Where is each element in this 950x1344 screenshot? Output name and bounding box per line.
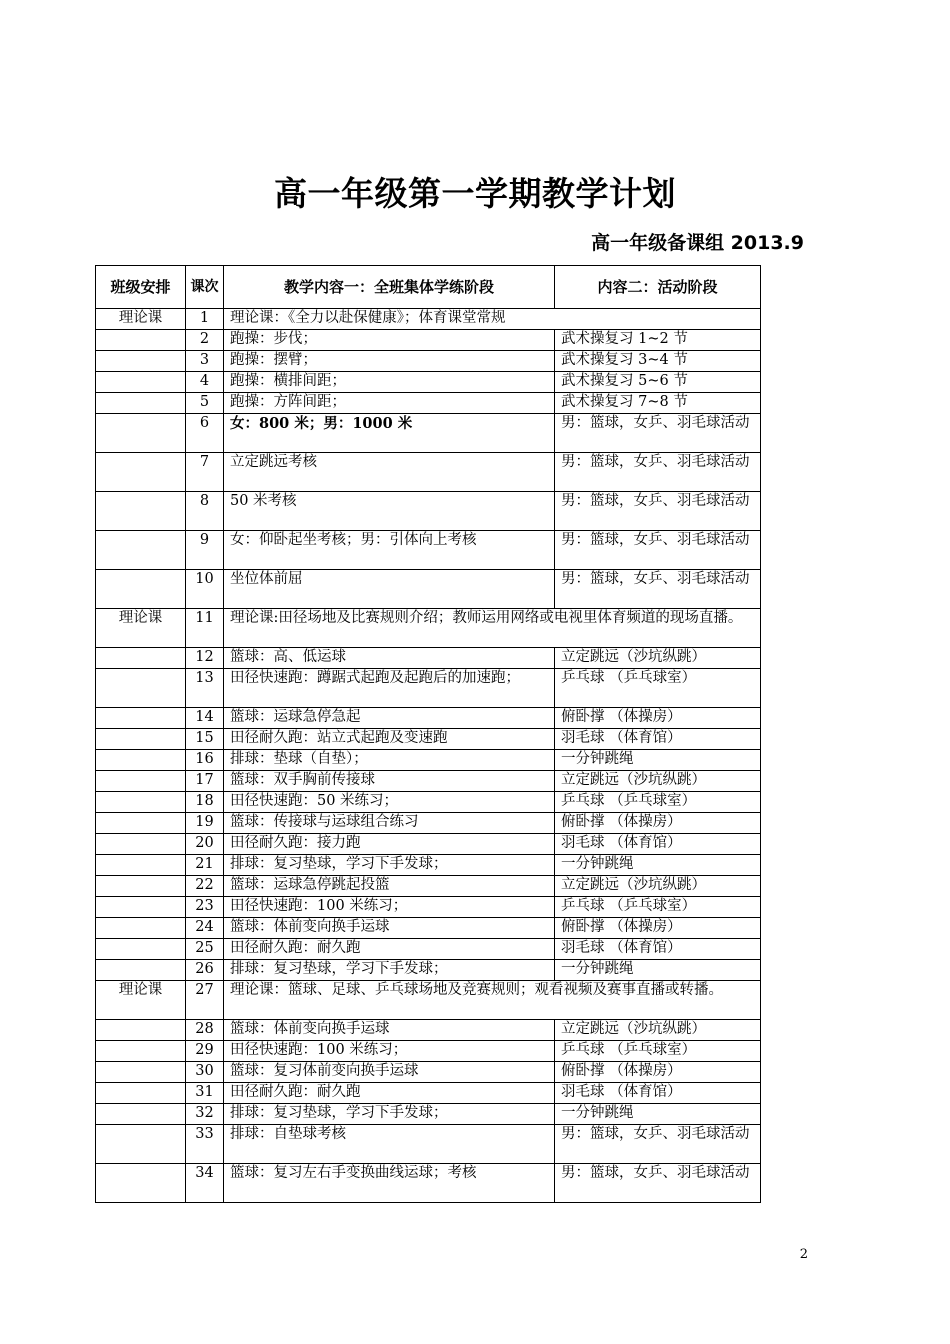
cell-class-arrangement (96, 792, 186, 813)
cell-lesson-number: 29 (186, 1041, 224, 1062)
cell-class-arrangement (96, 1083, 186, 1104)
table-row (96, 897, 761, 918)
cell-activity: 羽毛球 （体育馆） (555, 834, 761, 855)
cell-class-arrangement (96, 570, 186, 609)
table-row (96, 792, 761, 813)
cell-activity: 羽毛球 （体育馆） (555, 729, 761, 750)
cell-content: 田径快速跑：蹲踞式起跑及起跑后的加速跑； (224, 669, 555, 708)
cell-activity: 立定跳远（沙坑纵跳） (555, 771, 761, 792)
cell-activity: 乒乓球 （乒乓球室） (555, 792, 761, 813)
table-body (96, 309, 761, 1203)
cell-class-arrangement: 理论课 (96, 309, 186, 330)
cell-class-arrangement: 理论课 (96, 609, 186, 648)
header-content-one: 教学内容一：全班集体学练阶段 (224, 266, 555, 309)
cell-activity: 一分钟跳绳 (555, 960, 761, 981)
cell-class-arrangement (96, 414, 186, 453)
cell-lesson-number: 6 (186, 414, 224, 453)
table-row (96, 492, 761, 531)
cell-content: 女：800 米；男：1000 米 (224, 414, 555, 453)
table-row (96, 939, 761, 960)
cell-lesson-number: 30 (186, 1062, 224, 1083)
header-lesson-number: 课次 (186, 266, 224, 309)
cell-lesson-number: 34 (186, 1164, 224, 1203)
table-row (96, 351, 761, 372)
cell-content: 田径耐久跑：耐久跑 (224, 939, 555, 960)
table-header-row (96, 266, 761, 309)
cell-class-arrangement (96, 1020, 186, 1041)
cell-lesson-number: 14 (186, 708, 224, 729)
cell-lesson-number: 22 (186, 876, 224, 897)
cell-content: 理论课：《全力以赴保健康》；体育课堂常规 (224, 309, 761, 330)
cell-class-arrangement (96, 729, 186, 750)
cell-content: 立定跳远考核 (224, 453, 555, 492)
table-row (96, 531, 761, 570)
cell-content: 篮球：体前变向换手运球 (224, 918, 555, 939)
table-row (96, 834, 761, 855)
cell-content: 排球：复习垫球，学习下手发球； (224, 855, 555, 876)
cell-lesson-number: 7 (186, 453, 224, 492)
cell-class-arrangement (96, 648, 186, 669)
cell-activity: 一分钟跳绳 (555, 855, 761, 876)
cell-content: 跑操：方阵间距； (224, 393, 555, 414)
cell-content: 篮球：体前变向换手运球 (224, 1020, 555, 1041)
cell-activity: 羽毛球 （体育馆） (555, 1083, 761, 1104)
table-row (96, 1164, 761, 1203)
cell-lesson-number: 15 (186, 729, 224, 750)
cell-content: 田径耐久跑：站立式起跑及变速跑 (224, 729, 555, 750)
cell-lesson-number: 13 (186, 669, 224, 708)
cell-activity: 乒乓球 （乒乓球室） (555, 669, 761, 708)
cell-activity: 俯卧撑 （体操房） (555, 708, 761, 729)
cell-content: 田径快速跑：50 米练习； (224, 792, 555, 813)
cell-lesson-number: 24 (186, 918, 224, 939)
cell-class-arrangement (96, 855, 186, 876)
table-row (96, 453, 761, 492)
cell-class-arrangement (96, 750, 186, 771)
table-row (96, 1083, 761, 1104)
cell-activity: 立定跳远（沙坑纵跳） (555, 648, 761, 669)
cell-class-arrangement (96, 1164, 186, 1203)
cell-content: 坐位体前屈 (224, 570, 555, 609)
cell-lesson-number: 10 (186, 570, 224, 609)
cell-activity: 立定跳远（沙坑纵跳） (555, 1020, 761, 1041)
table-row (96, 1062, 761, 1083)
cell-content: 田径耐久跑：接力跑 (224, 834, 555, 855)
cell-activity: 武术操复习 5~6 节 (555, 372, 761, 393)
cell-lesson-number: 5 (186, 393, 224, 414)
cell-class-arrangement (96, 1062, 186, 1083)
cell-activity: 男：篮球，女乒、羽毛球活动 (555, 1164, 761, 1203)
cell-activity: 俯卧撑 （体操房） (555, 918, 761, 939)
table-row (96, 393, 761, 414)
cell-content: 田径快速跑：100 米练习； (224, 1041, 555, 1062)
table-row (96, 729, 761, 750)
cell-class-arrangement: 理论课 (96, 981, 186, 1020)
table-row (96, 414, 761, 453)
cell-lesson-number: 17 (186, 771, 224, 792)
cell-activity: 男：篮球，女乒、羽毛球活动 (555, 492, 761, 531)
cell-lesson-number: 32 (186, 1104, 224, 1125)
header-class-arrangement: 班级安排 (96, 266, 186, 309)
cell-activity: 武术操复习 1~2 节 (555, 330, 761, 351)
cell-lesson-number: 11 (186, 609, 224, 648)
cell-class-arrangement (96, 876, 186, 897)
cell-activity: 乒乓球 （乒乓球室） (555, 897, 761, 918)
cell-class-arrangement (96, 708, 186, 729)
cell-content: 排球：复习垫球，学习下手发球； (224, 960, 555, 981)
cell-content: 跑操：摆臂； (224, 351, 555, 372)
cell-lesson-number: 8 (186, 492, 224, 531)
cell-class-arrangement (96, 1125, 186, 1164)
cell-activity: 武术操复习 7~8 节 (555, 393, 761, 414)
cell-class-arrangement (96, 813, 186, 834)
cell-content: 篮球：双手胸前传接球 (224, 771, 555, 792)
cell-class-arrangement (96, 960, 186, 981)
cell-content: 篮球：传接球与运球组合练习 (224, 813, 555, 834)
table-row (96, 750, 761, 771)
cell-lesson-number: 31 (186, 1083, 224, 1104)
cell-activity: 男：篮球，女乒、羽毛球活动 (555, 570, 761, 609)
cell-lesson-number: 23 (186, 897, 224, 918)
cell-content: 理论课:田径场地及比赛规则介绍；教师运用网络或电视里体育频道的现场直播。 (224, 609, 761, 648)
table-row (96, 609, 761, 648)
cell-class-arrangement (96, 531, 186, 570)
header-content-two: 内容二：活动阶段 (555, 266, 761, 309)
cell-activity: 男：篮球，女乒、羽毛球活动 (555, 414, 761, 453)
cell-class-arrangement (96, 834, 186, 855)
cell-lesson-number: 27 (186, 981, 224, 1020)
cell-content: 跑操：横排间距； (224, 372, 555, 393)
cell-class-arrangement (96, 918, 186, 939)
cell-content: 田径耐久跑：耐久跑 (224, 1083, 555, 1104)
cell-lesson-number: 33 (186, 1125, 224, 1164)
cell-lesson-number: 2 (186, 330, 224, 351)
cell-class-arrangement (96, 897, 186, 918)
table-row (96, 771, 761, 792)
cell-class-arrangement (96, 330, 186, 351)
cell-activity: 乒乓球 （乒乓球室） (555, 1041, 761, 1062)
page-title: 高一年级第一学期教学计划 (274, 174, 676, 213)
cell-content: 50 米考核 (224, 492, 555, 531)
cell-class-arrangement (96, 492, 186, 531)
cell-activity: 男：篮球，女乒、羽毛球活动 (555, 453, 761, 492)
table-row (96, 813, 761, 834)
page-number: 2 (799, 1247, 808, 1262)
cell-content: 跑操：步伐； (224, 330, 555, 351)
cell-activity: 男：篮球，女乒、羽毛球活动 (555, 531, 761, 570)
cell-content: 田径快速跑：100 米练习； (224, 897, 555, 918)
cell-lesson-number: 26 (186, 960, 224, 981)
cell-activity: 俯卧撑 （体操房） (555, 813, 761, 834)
cell-content: 理论课：篮球、足球、乒乓球场地及竞赛规则；观看视频及赛事直播或转播。 (224, 981, 761, 1020)
cell-activity: 一分钟跳绳 (555, 750, 761, 771)
table-row (96, 330, 761, 351)
table-row (96, 1041, 761, 1062)
teaching-plan-table (95, 265, 761, 1203)
table-row (96, 1125, 761, 1164)
cell-lesson-number: 18 (186, 792, 224, 813)
table-row (96, 876, 761, 897)
cell-content: 排球：自垫球考核 (224, 1125, 555, 1164)
cell-class-arrangement (96, 1041, 186, 1062)
cell-lesson-number: 25 (186, 939, 224, 960)
cell-content: 篮球：高、低运球 (224, 648, 555, 669)
cell-content: 篮球：复习体前变向换手运球 (224, 1062, 555, 1083)
cell-lesson-number: 12 (186, 648, 224, 669)
cell-lesson-number: 9 (186, 531, 224, 570)
cell-class-arrangement (96, 1104, 186, 1125)
cell-class-arrangement (96, 669, 186, 708)
cell-content: 篮球：运球急停急起 (224, 708, 555, 729)
cell-content: 女：仰卧起坐考核；男：引体向上考核 (224, 531, 555, 570)
cell-activity: 男：篮球，女乒、羽毛球活动 (555, 1125, 761, 1164)
cell-lesson-number: 4 (186, 372, 224, 393)
table-row (96, 708, 761, 729)
table-row (96, 648, 761, 669)
cell-class-arrangement (96, 453, 186, 492)
table-row (96, 960, 761, 981)
cell-lesson-number: 21 (186, 855, 224, 876)
cell-class-arrangement (96, 393, 186, 414)
cell-activity: 武术操复习 3~4 节 (555, 351, 761, 372)
cell-content: 篮球：运球急停跳起投篮 (224, 876, 555, 897)
table-row (96, 669, 761, 708)
table-row (96, 372, 761, 393)
cell-lesson-number: 28 (186, 1020, 224, 1041)
cell-content: 排球：复习垫球，学习下手发球； (224, 1104, 555, 1125)
table-row (96, 309, 761, 330)
table-row (96, 1020, 761, 1041)
cell-activity: 俯卧撑 （体操房） (555, 1062, 761, 1083)
cell-lesson-number: 19 (186, 813, 224, 834)
table-row (96, 855, 761, 876)
cell-lesson-number: 16 (186, 750, 224, 771)
table-row (96, 918, 761, 939)
page-subtitle: 高一年级备课组 2013.9 (591, 232, 804, 254)
cell-content: 篮球：复习左右手变换曲线运球；考核 (224, 1164, 555, 1203)
cell-content: 排球：垫球（自垫）； (224, 750, 555, 771)
cell-class-arrangement (96, 939, 186, 960)
cell-class-arrangement (96, 351, 186, 372)
cell-lesson-number: 20 (186, 834, 224, 855)
table-row (96, 981, 761, 1020)
cell-lesson-number: 3 (186, 351, 224, 372)
cell-lesson-number: 1 (186, 309, 224, 330)
cell-activity: 羽毛球 （体育馆） (555, 939, 761, 960)
table-row (96, 1104, 761, 1125)
table-row (96, 570, 761, 609)
cell-class-arrangement (96, 372, 186, 393)
cell-class-arrangement (96, 771, 186, 792)
cell-activity: 立定跳远（沙坑纵跳） (555, 876, 761, 897)
cell-activity: 一分钟跳绳 (555, 1104, 761, 1125)
